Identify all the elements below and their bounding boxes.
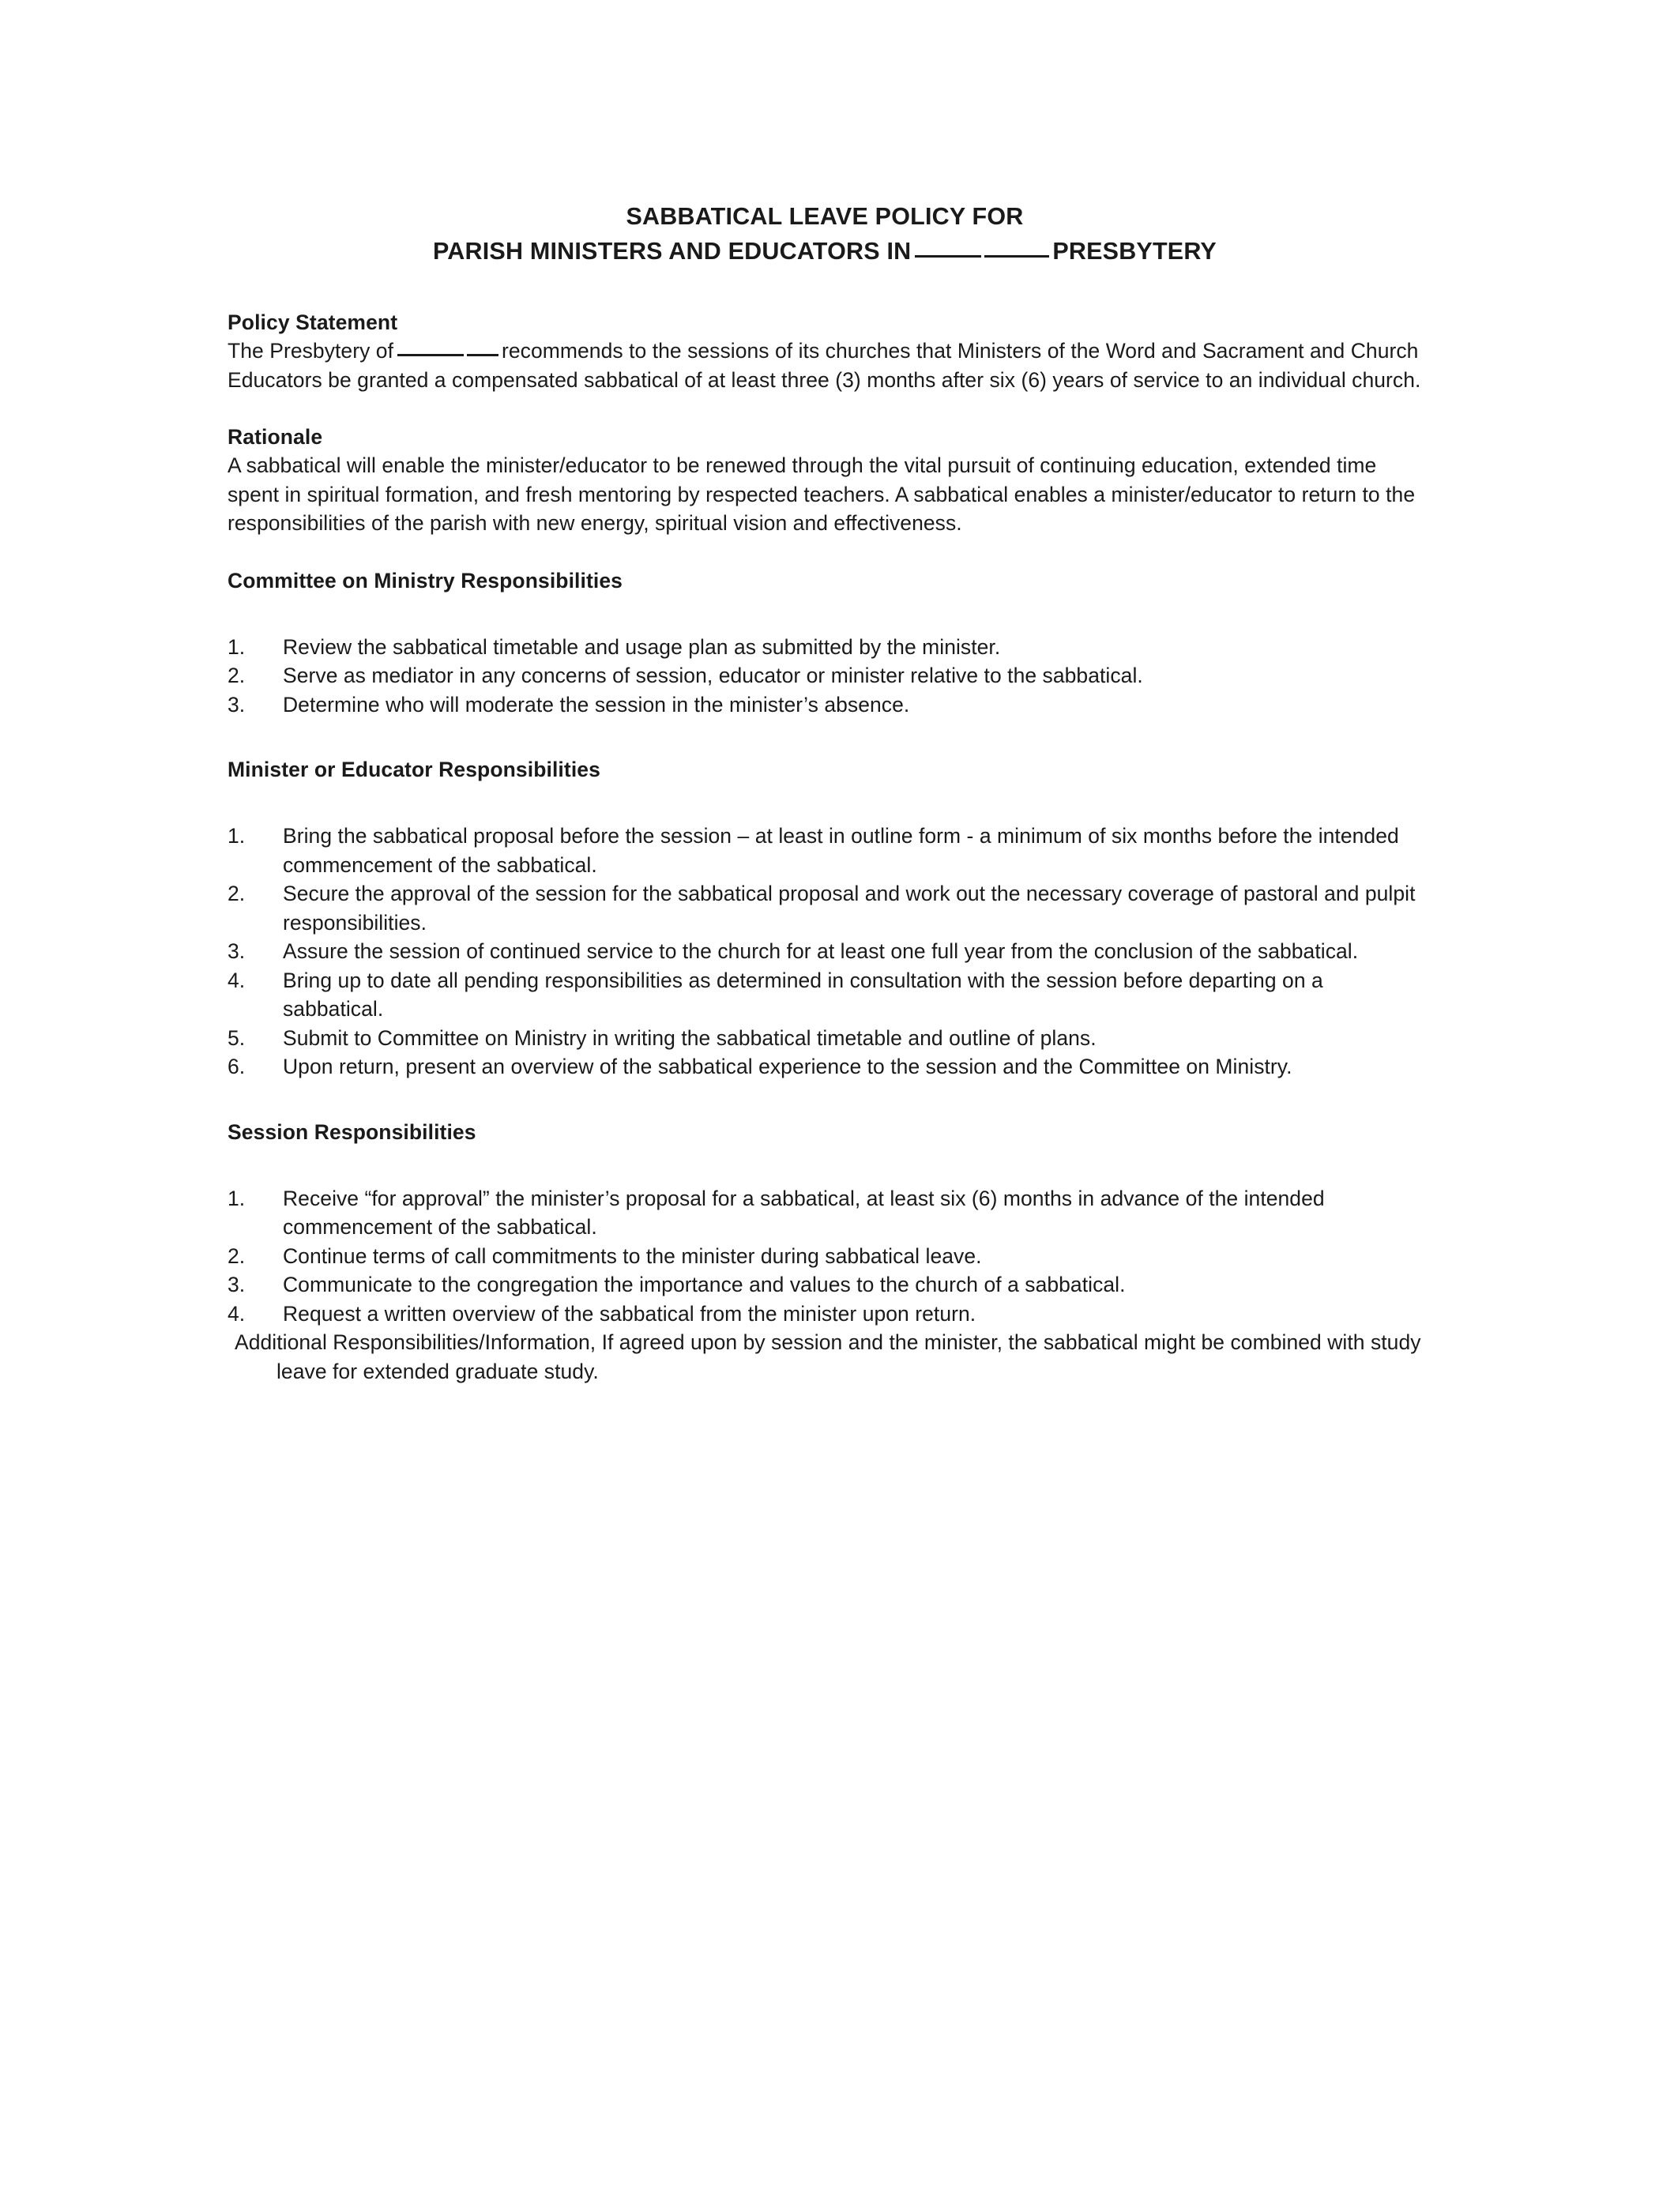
committee-on-ministry-list <box>228 633 1422 720</box>
list-item-text: Bring the sabbatical proposal before the session – at least in outline form - a minimum of six months before the intended commencement of the sabbatical. <box>283 824 1399 877</box>
additional-responsibilities-paragraph: Additional Responsibilities/Information, If agreed upon by session and the minister, the sabbatical might be combined with study leave for extended graduate study. <box>235 1330 1421 1383</box>
list-item-number: 4. <box>228 1301 246 1326</box>
spacer <box>228 784 1422 822</box>
list-item <box>228 1052 1422 1082</box>
policy-statement-body-suffix: recommends to the sessions of its churches that Ministers of the Word and Sacrament and Church Educators be granted a compensated sabbatical of at least three (3) months after six (6) years of service to an individual church. <box>228 339 1421 392</box>
list-item <box>228 879 1422 937</box>
title-line-2 <box>228 234 1422 269</box>
rationale-body: A sabbatical will enable the minister/educator to be renewed through the vital pursuit of continuing education, extended time spent in spiritual formation, and fresh mentoring by respected teachers. A sabbatical enables a minister/educator to return to the responsibilities of the parish with new energy, spiritual vision and effectiveness. <box>228 453 1416 535</box>
document-content <box>228 199 1422 1386</box>
list-item-number: 2. <box>228 882 246 905</box>
minister-or-educator-heading: Minister or Educator Responsibilities <box>228 758 600 781</box>
list-item-number: 1. <box>228 824 246 848</box>
list-item-number: 4. <box>228 968 246 992</box>
list-item-text: Continue terms of call commitments to the minister during sabbatical leave. <box>283 1243 982 1268</box>
policy-statement-body <box>228 337 1422 394</box>
section-policy-statement <box>228 308 1422 394</box>
list-item-number: 3. <box>228 692 246 717</box>
policy-statement-body-prefix: The Presbytery of <box>228 339 393 363</box>
list-item-number: 3. <box>228 1273 246 1296</box>
list-item <box>228 1024 1422 1053</box>
list-item <box>228 1184 1422 1242</box>
list-item-text: Upon return, present an overview of the sabbatical experience to the session and the Committee on Ministry. <box>283 1055 1292 1078</box>
list-item-text: Request a written overview of the sabbatical from the minister upon return. <box>283 1301 976 1326</box>
list-item-number: 1. <box>228 634 246 659</box>
section-session-responsibilities <box>228 1118 1422 1386</box>
policy-statement-blank-field <box>397 338 498 356</box>
title-line-2-prefix: PARISH MINISTERS AND EDUCATORS IN <box>433 238 912 265</box>
list-item-text: Communicate to the congregation the importance and values to the church of a sabbatical. <box>283 1273 1126 1296</box>
list-item <box>228 633 1422 662</box>
list-item <box>228 1242 1422 1271</box>
minister-or-educator-list <box>228 822 1422 1082</box>
title-line-2-suffix: PRESBYTERY <box>1052 238 1217 265</box>
list-item-text: Secure the approval of the session for the sabbatical proposal and work out the necessary coverage of pastoral and pulpit responsibilities. <box>283 882 1416 935</box>
list-item-number: 2. <box>228 664 246 687</box>
spacer <box>228 538 1422 566</box>
list-item-number: 3. <box>228 939 246 963</box>
list-item-text: Assure the session of continued service to the church for at least one full year from the conclusion of the sabbatical. <box>283 939 1359 963</box>
spacer <box>228 719 1422 755</box>
list-item <box>228 966 1422 1024</box>
spacer <box>228 394 1422 423</box>
document-title <box>228 199 1422 269</box>
spacer <box>228 269 1422 308</box>
list-item-text: Review the sabbatical timetable and usage plan as submitted by the minister. <box>283 634 1001 659</box>
committee-on-ministry-heading: Committee on Ministry Responsibilities <box>228 568 623 592</box>
spacer <box>228 1082 1422 1118</box>
title-blank-field <box>915 235 1049 258</box>
session-heading: Session Responsibilities <box>228 1119 476 1144</box>
list-item <box>228 822 1422 879</box>
list-item <box>228 690 1422 720</box>
list-item <box>228 661 1422 690</box>
list-item-number: 1. <box>228 1186 246 1210</box>
section-rationale <box>228 423 1422 538</box>
list-item-number: 6. <box>228 1055 246 1078</box>
list-item <box>228 1270 1422 1300</box>
session-list <box>228 1184 1422 1329</box>
list-item-text: Serve as mediator in any concerns of session, educator or minister relative to the sabbatical. <box>283 664 1143 687</box>
list-item-text: Receive “for approval” the minister’s proposal for a sabbatical, at least six (6) months in advance of the intended commencement of the sabbatical. <box>283 1186 1325 1239</box>
section-committee-on-ministry <box>228 566 1422 720</box>
section-minister-or-educator <box>228 755 1422 1082</box>
rationale-heading: Rationale <box>228 425 323 449</box>
list-item-number: 2. <box>228 1243 246 1268</box>
policy-statement-heading: Policy Statement <box>228 310 398 334</box>
list-item <box>228 937 1422 966</box>
list-item-text: Submit to Committee on Ministry in writing the sabbatical timetable and outline of plans. <box>283 1025 1097 1050</box>
list-item-text: Bring up to date all pending responsibilities as determined in consultation with the session before departing on a sabbatical. <box>283 968 1323 1021</box>
list-item <box>228 1300 1422 1329</box>
spacer <box>228 1146 1422 1184</box>
title-line-1: SABBATICAL LEAVE POLICY FOR <box>626 203 1024 230</box>
list-item-number: 5. <box>228 1025 246 1050</box>
spacer <box>228 595 1422 633</box>
list-item-text: Determine who will moderate the session in the minister’s absence. <box>283 692 910 717</box>
